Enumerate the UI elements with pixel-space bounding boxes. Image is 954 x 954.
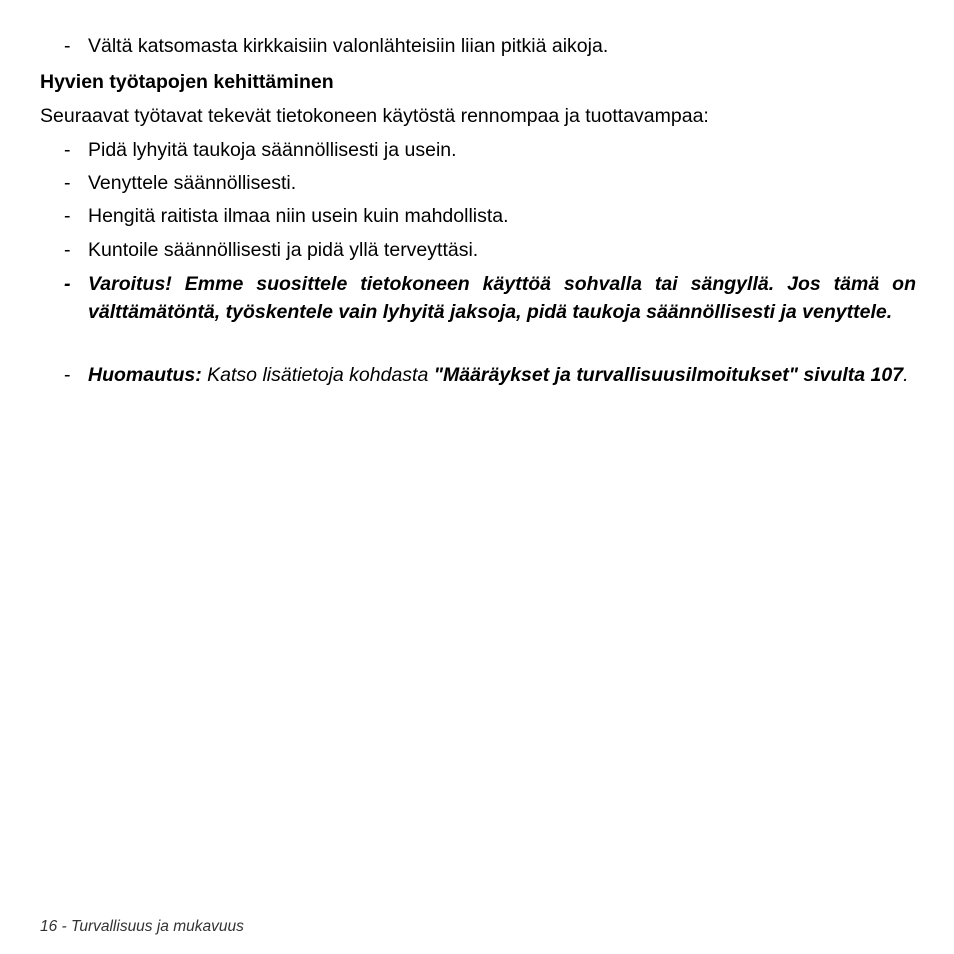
list-item-text: Hengitä raitista ilmaa niin usein kuin mahdollista.: [88, 205, 509, 227]
note-reference-link[interactable]: "Määräykset ja turvallisuusilmoitukset" sivulta 107: [433, 364, 904, 386]
note-body: Katso lisätietoja kohdasta: [201, 364, 434, 386]
note-end: .: [903, 364, 909, 386]
bullet-dash: -: [64, 364, 71, 386]
note-text: [88, 361, 916, 389]
bullet-dash: -: [64, 273, 71, 295]
bullet-dash: -: [64, 239, 71, 261]
page-footer: 16 - Turvallisuus ja mukavuus: [40, 918, 244, 935]
intro-paragraph: Seuraavat työtavat tekevät tietokoneen käytöstä rennompaa ja tuottavampaa:: [40, 105, 709, 127]
list-item-text: Venyttele säännöllisesti.: [88, 172, 297, 194]
section-heading: Hyvien työtapojen kehittäminen: [40, 71, 334, 93]
note-label: Huomautus:: [88, 364, 202, 386]
bullet-dash: -: [64, 172, 71, 194]
bullet-dash: -: [64, 35, 71, 57]
bullet-dash: -: [64, 139, 71, 161]
list-item-text: Kuntoile säännöllisesti ja pidä yllä terveyttäsi.: [88, 239, 479, 261]
bullet-dash: -: [64, 205, 71, 227]
list-item-text: Pidä lyhyitä taukoja säännöllisesti ja usein.: [88, 139, 457, 161]
list-item-text: Vältä katsomasta kirkkaisiin valonlähteisiin liian pitkiä aikoja.: [88, 35, 609, 57]
warning-text: Varoitus! Emme suosittele tietokoneen käyttöä sohvalla tai sängyllä. Jos tämä on välttämätöntä, työskentele vain lyhyitä jaksoja, pidä taukoja säännöllisesti ja venyttele.: [88, 273, 916, 323]
